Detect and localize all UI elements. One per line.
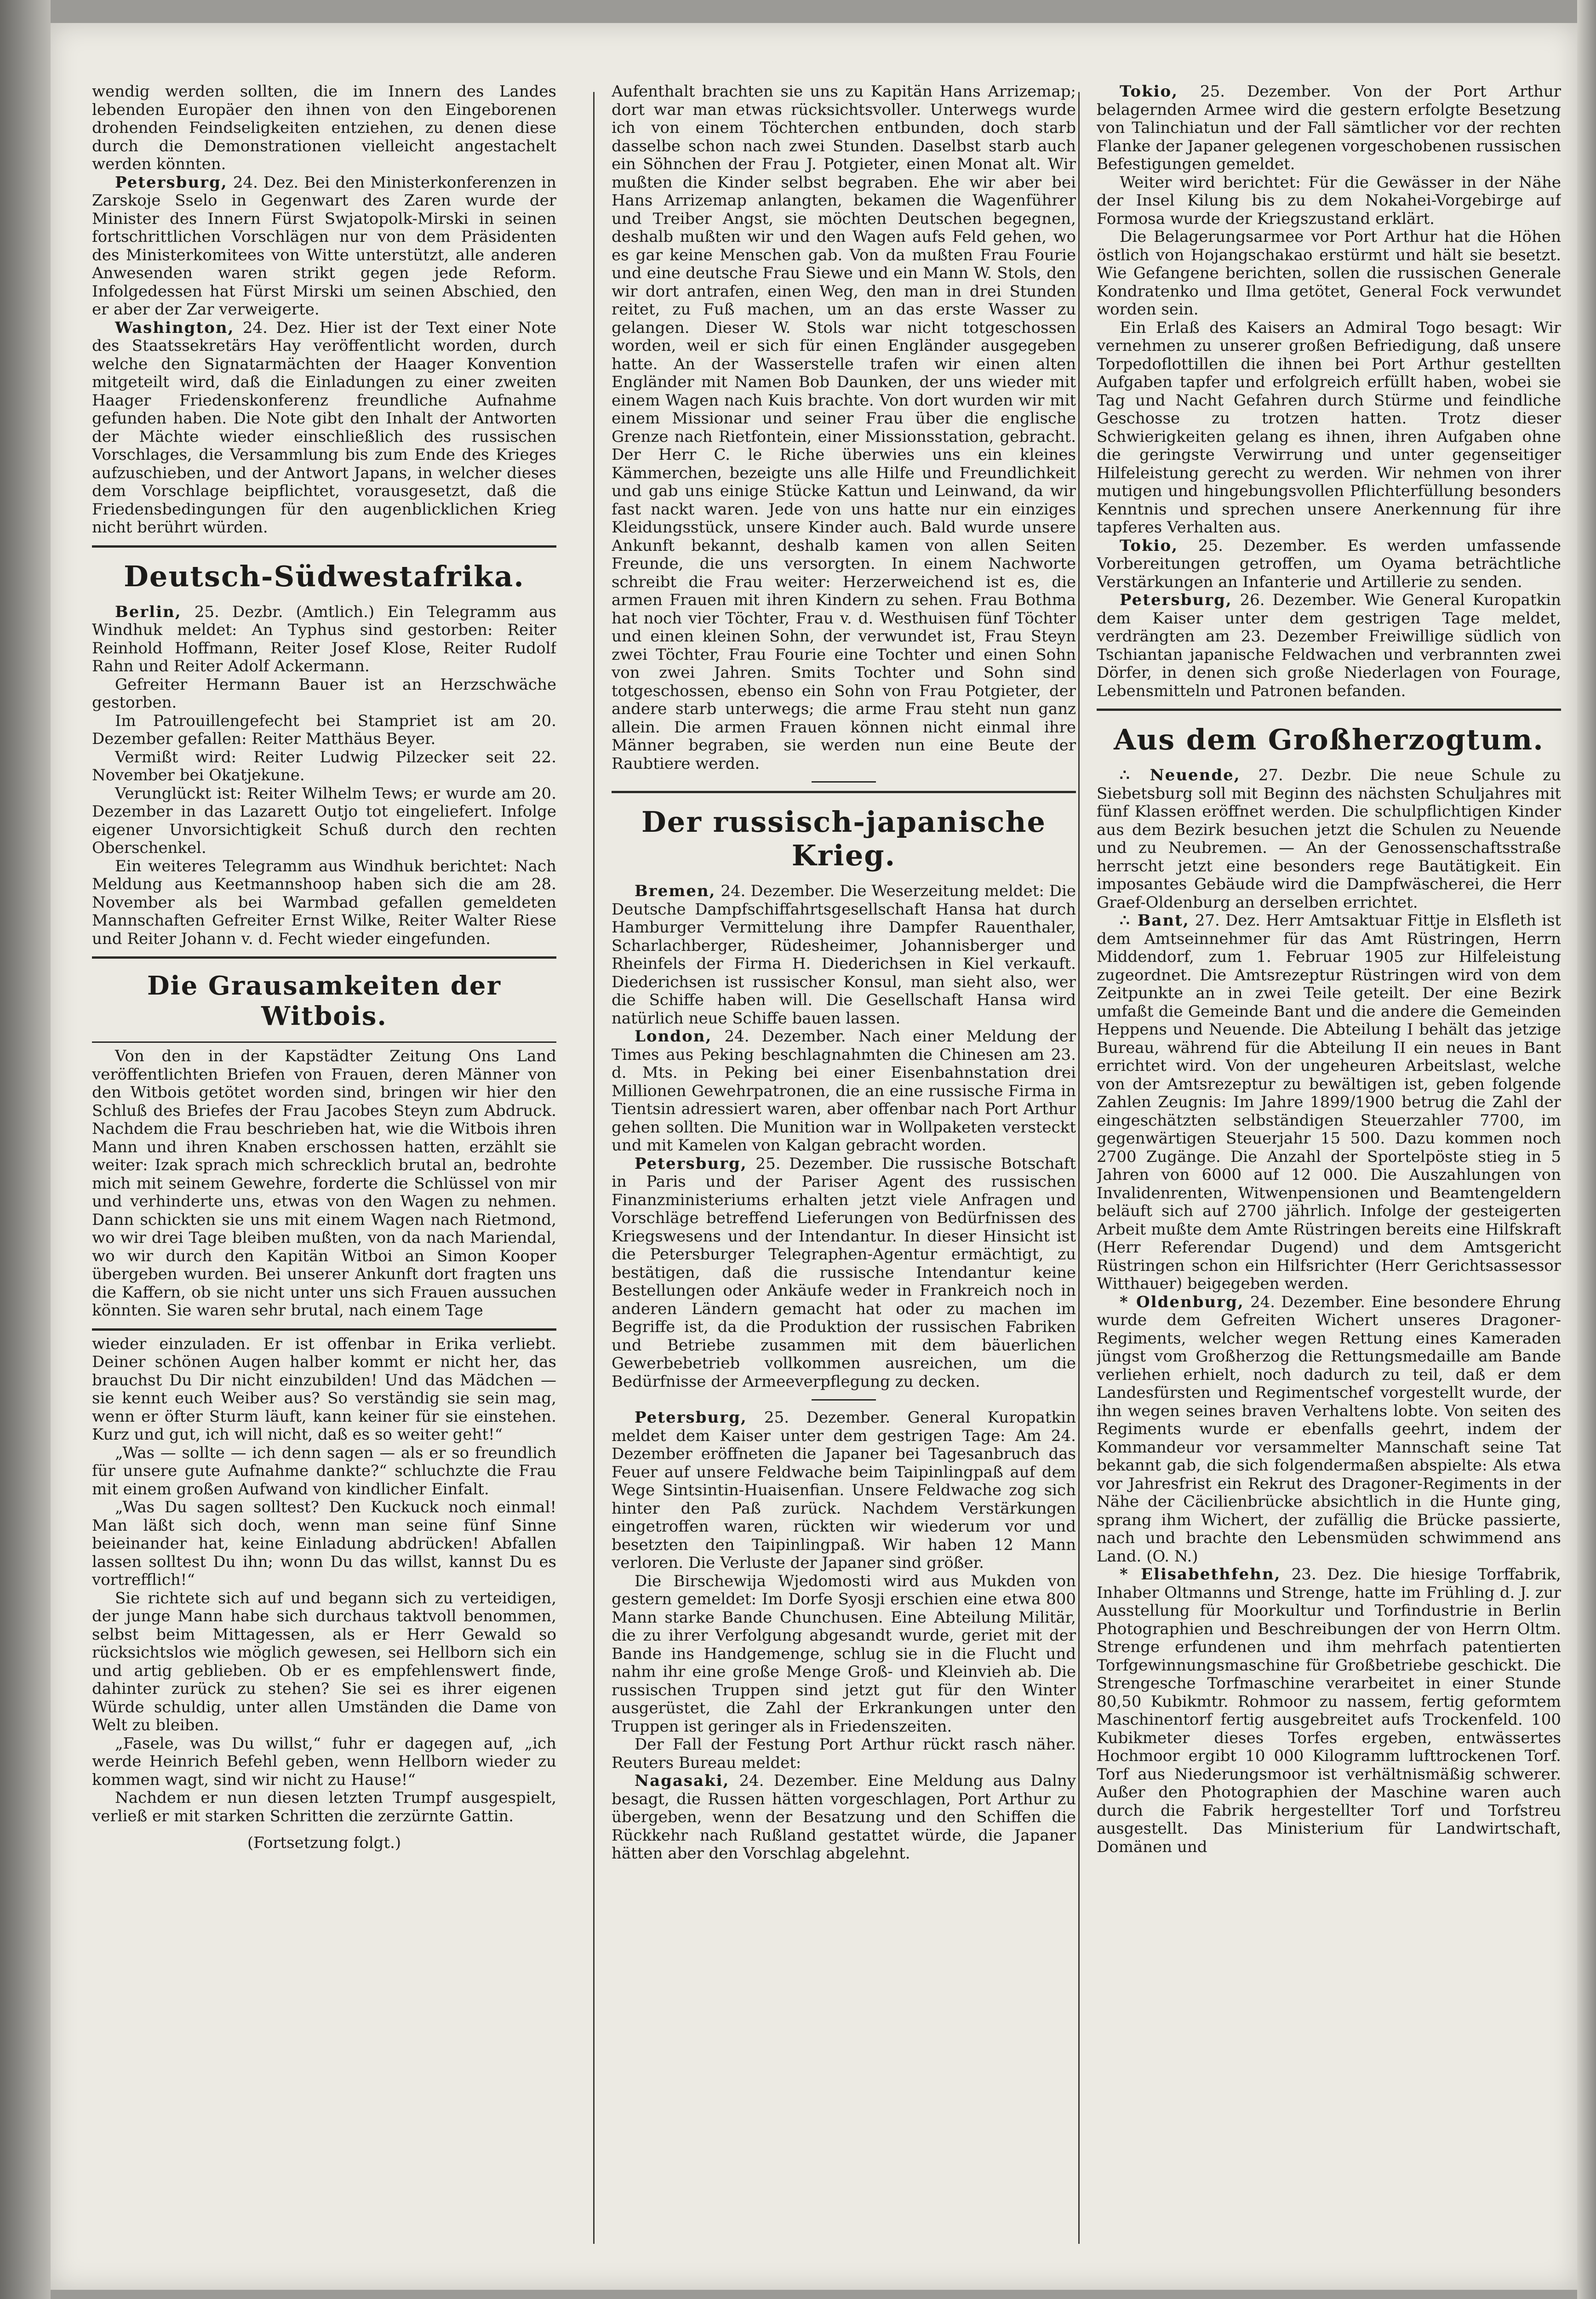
page-edge: [1577, 0, 1596, 2299]
dateline: Petersburg,: [635, 1408, 747, 1427]
section-rule: [612, 791, 1076, 793]
section-rule: [1097, 709, 1561, 711]
article-paragraph: Aufenthalt brachten sie uns zu Kapitän Hans Arrizemap; dort war man etwas rücksichtsvoller. Unterwegs wurde ich von einem Töchterchen entbunden, doch starb dasselbe schon nach zwei Stunden. Daselbst starb auch ein Söhnchen der Frau J. Potgieter, einen Monat alt. Wir mußten die Kinder selbst begraben. Ehe wir aber bei Hans Arrizemap anlangten, bekamen die Wagenführer und Treiber Angst, sie möchten Deutschen begegnen, deshalb mußten wir und den Wagen aufs Feld gehen, wo es gar keine Menschen gab. Von da mußten Frau Fourie und eine deutsche Frau Siewe und ein Mann W. Stols, den wir dort antrafen, einen Weg, den man in drei Stunden reitet, zu Fuß machen, um an das erste Wasser zu gelangen. Dieser W. Stols war nicht totgeschossen worden, weil er sich für einen Engländer ausgegeben hatte. An der Wasserstelle trafen wir einen alten Engländer mit Namen Bob Daunken, der uns wieder mit einem Wagen nach Kuis brachte. Von dort wurden wir mit einem Missionar und seiner Frau über die englische Grenze nach Rietfontein, einer Missionsstation, gebracht. Der Herr C. le Riche überwies uns ein kleines Kämmerchen, bezeigte uns alle Hilfe und Freundlichkeit und gab uns einige Stücke Kattun und Leinwand, da wir fast nackt waren. Jede von uns hatte nur ein einziges Kleidungsstück, unsere Kinder auch. Bald wurde unsere Ankunft bekannt, deshalb kamen von allen Seiten Freunde, die uns versorgten. In einem Nachworte schreibt die Frau weiter: Herzerweichend ist es, die armen Frauen mit ihren Kindern zu sehen. Frau Bothma hat noch vier Töchter, Frau v. d. Westhuisen fünf Töchter und einen kleinen Sohn, der verwundet ist, Frau Steyn zwei Töchter, Frau Fourie eine Tochter und einen Sohn von zwei Jahren. Smits Tochter und Sohn sind totgeschossen, ebenso ein Sohn von Frau Potgieter, der andere starb unterwegs; die arme Frau steht nun ganz allein. Die armen Frauen können nicht einmal ihre Männer begraben, sie werden nun eine Beute der Raubtiere werden.: [612, 83, 1076, 773]
article-paragraph: Von den in der Kapstädter Zeitung Ons Land veröffentlichten Briefen von Frauen, deren Männer von den Witbois getötet worden sind, bringen wir hier den Schluß des Briefes der Frau Jacobes Steyn zum Abdruck. Nachdem die Frau beschrieben hat, wie die Witbois ihren Mann und ihren Knaben erschossen hatten, erzählt sie weiter: Izak sprach mich schrecklich brutal an, bedrohte mich mit seinem Gewehre, forderte die Schlüssel von mir und verhinderte uns, etwas von den Wagen zu nehmen. Dann schickten sie uns mit einem Wagen nach Rietmond, wo wir drei Tage bleiben mußten, von da nach Mariendal, wo wir durch den Kapitän Witboi an Simon Kooper übergeben wurden. Bei unserer Ankunft dort fragten uns die Kaffern, ob sie nicht unter uns sich Frauen aussuchen könnten. Sie waren sehr brutal, nach einem Tage: [92, 1047, 556, 1320]
dateline: Berlin,: [115, 602, 182, 621]
article-paragraph: Nagasaki, 24. Dezember. Eine Meldung aus Dalny besagt, die Russen hätten vorgeschlagen, Port Arthur zu übergeben, wenn der Besatzung und den Schiffen die Rückkehr nach Rußland gestattet würde, die Japaner hätten aber den Vorschlag abgelehnt.: [612, 1772, 1076, 1863]
article-paragraph: Petersburg, 25. Dezember. Die russische Botschaft in Paris und der Pariser Agent des russischen Finanzministeriums erhalten jetzt viele Anfragen und Vorschläge betreffend Lieferungen von Bedürfnissen des Kriegswesens und der Intendantur. In dieser Hinsicht ist die Petersburger Telegraphen-Agentur ermächtigt, zu bestätigen, daß die russische Intendantur keine Bestellungen oder Ankäufe weder in Frankreich noch in anderen Ländern gemacht hat oder zu machen im Begriffe ist, da die Produktion der russischen Fabriken und Betriebe zusammen mit dem bäuerlichen Gewerbebetrieb vollkommen ausreichen, um die Bedürfnisse der Armeeverpflegung zu decken.: [612, 1154, 1076, 1391]
section-heading-grossherzogtum: Aus dem Großherzogtum.: [1114, 723, 1544, 756]
dateline: Petersburg,: [635, 1154, 747, 1173]
article-paragraph: wendig werden sollten, die im Innern des Landes lebenden Europäer den ihnen von den Eingeborenen drohenden Feindseligkeiten entziehen, zu denen diese durch die Demonstrationen vielleicht angestachelt werden könnten.: [92, 83, 556, 173]
feuilleton-paragraph: wieder einzuladen. Er ist offenbar in Erika verliebt. Deiner schönen Augen halber kommt er nicht her, das brauchst Du Dir nicht einzubilden! Und das Mädchen — sie kennt euch Weiber aus? So verständig sie sein mag, wenn er öfter Sturm läuft, kann keiner für sie einstehen. Kurz und gut, ich will nicht, daß es so weiter geht!“: [92, 1334, 556, 1444]
section-heading-krieg: Der russisch-japanische Krieg.: [641, 805, 1046, 872]
dateline: ∴ Neuende,: [1120, 766, 1241, 784]
article-paragraph: ∴ Bant, 27. Dez. Herr Amtsaktuar Fittje in Elsfleth ist dem Amtseinnehmer für das Amt Rüstringen, Herrn Middendorf, zum 1. Februar 1905 zur Hilfeleistung zugeordnet. Die Amtsrezeptur Rüstringen wird von dem Zeitpunkte an in zwei Teile geteilt. Der eine Bezirk umfaßt die Gemeinde Bant und die andere die Gemeinden Heppens und Neuende. Die Abteilung I behält das jetzige Bureau, während für die Abteilung II ein neues in Bant errichtet wird. Von der ungeheuren Arbeitslast, welche von der Amtsrezeptur zu bewältigen ist, geben folgende Zahlen Zeugnis: Im Jahre 1899/1900 betrug die Zahl der eingeschätzten selbständigen Steuerzahler 7700, im gegenwärtigen Steuerjahr 15 500. Dazu kommen noch 2700 Zugänge. Die Anzahl der Sportelpöste stieg in 5 Jahren von 6000 auf 12 000. Die Auszahlungen von Invalidenrenten, Witwenpensionen und Beamtengeldern beläuft sich auf 2700 jährlich. Infolge der gesteigerten Arbeit mußte dem Amte Rüstringen bereits eine Hilfskraft (Herr Referendar Dugend) und dem Amtsgericht Rüstringen schon ein Hilfsrichter (Herr Gerichtsassessor Witthauer) beigegeben werden.: [1097, 911, 1561, 1293]
article-paragraph: Bremen, 24. Dezember. Die Weserzeitung meldet: Die Deutsche Dampfschiffahrtsgesellschaft Hansa hat durch Hamburger Vermittelung ihre Dampfer Rauenthaler, Scharlachberger, Rüdesheimer, Johannisberger und Rheinfels der Firma H. Diederichsen in Kiel verkauft. Diederichsen ist russischer Konsul, man sieht also, wer die Schiffe haben will. Die Gesellschaft Hansa wird natürlich neue Schiffe bauen lassen.: [612, 882, 1076, 1028]
column-1: [92, 83, 556, 2253]
article-paragraph: Ein weiteres Telegramm aus Windhuk berichtet: Nach Meldung aus Keetmannshoop haben sich die am 28. November als bei Warmbad gefallen gemeldeten Mannschaften Gefreiter Ernst Wilke, Reiter Walter Riese und Reiter Johann v. d. Fecht wieder eingefunden.: [92, 857, 556, 948]
dateline: * Elisabethfehn,: [1120, 1565, 1281, 1584]
dateline: Nagasaki,: [635, 1772, 730, 1790]
section-rule: [92, 545, 556, 548]
feuilleton-paragraph: „Fasele, was Du willst,“ fuhr er dagegen auf, „ich werde Heinrich Befehl geben, wenn Hellborn wieder zu kommen wagt, sind wir nicht zu Hause!“: [92, 1734, 556, 1789]
dateline: Bremen,: [635, 882, 716, 900]
article-paragraph: Berlin, 25. Dezbr. (Amtlich.) Ein Telegramm aus Windhuk meldet: An Typhus sind gestorben: Reiter Reinhold Hoffmann, Reiter Josef Klose, Reiter Rudolf Rahn und Reiter Adolf Ackermann.: [92, 602, 556, 675]
article-end-rule: [812, 781, 876, 783]
dateline: Petersburg,: [115, 173, 228, 192]
section-heading-dswa: Deutsch-Südwestafrika.: [124, 559, 525, 593]
dateline: Washington,: [115, 318, 235, 337]
dateline: Tokio,: [1120, 536, 1178, 555]
column-divider-1: [593, 92, 595, 2244]
feuilleton-rule: [92, 1328, 556, 1331]
dateline: Tokio,: [1120, 83, 1178, 101]
article-paragraph: * Elisabethfehn, 23. Dez. Die hiesige Torffabrik, Inhaber Oltmanns und Strenge, hatte im Frühling d. J. zur Ausstellung für Moorkultur und Torfindustrie in Berlin Photographien und Beschreibungen der von Herrn Oltm. Strenge erfundenen und ihm mehrfach patentierten Torfgewinnungsmaschine für Großbetriebe geschickt. Die Strengesche Torfmaschine verarbeitet in einer Stunde 80,50 Kubikmtr. Rohmoor zu nassem, fertig geformtem Maschinentorf fertig ausgebreitet aufs Trockenfeld. 100 Kubikmeter dieses Torfes ergeben, entwässertes Hochmoor ergibt 10 000 Kilogramm lufttrockenen Torf. Torf aus Niederungsmoor ist verhältnismäßig schwerer. Außer den Photographien der Maschine waren auch durch die Fabrik hergestellter Torf und Torfstreu ausgestellt. Das Ministerium für Landwirtschaft, Domänen und: [1097, 1565, 1561, 1856]
article-rule: [812, 1399, 876, 1401]
article-paragraph: Petersburg, 25. Dezember. General Kuropatkin meldet dem Kaiser unter dem gestrigen Tage: Am 24. Dezember eröffneten die Japaner bei Tagesanbruch das Feuer auf unsere Feldwache beim Taipinlingpaß auf dem Wege Sintsintin-Huaisenfian. Unsere Feldwache zog sich hinter den Paß zurück. Nachdem Verstärkungen eingetroffen waren, rückten wir wiederum vor und besetzten den Taipinlingpaß. Wir haben 12 Mann verloren. Die Verluste der Japaner sind größer.: [612, 1408, 1076, 1572]
column-divider-2: [1078, 92, 1080, 2244]
dateline: Petersburg,: [1120, 591, 1232, 609]
article-paragraph: Verunglückt ist: Reiter Wilhelm Tews; er wurde am 20. Dezember in das Lazarett Outjo tot eingeliefert. Infolge eigener Unvorsichtigkeit Schuß durch den rechten Oberschenkel.: [92, 784, 556, 857]
dateline: * Oldenburg,: [1120, 1292, 1244, 1311]
article-paragraph: Die Belagerungsarmee vor Port Arthur hat die Höhen östlich von Hojangschakao erstürmt und hält sie besetzt. Wie Gefangene berichten, sollen die russischen Generale Kondratenko und Ilma getötet, General Fock verwundet worden sein.: [1097, 228, 1561, 319]
column-3: [1097, 83, 1561, 2253]
section-heading-witbois: Die Grausamkeiten der Witbois.: [147, 971, 502, 1031]
feuilleton-paragraph: Sie richtete sich auf und begann sich zu verteidigen, der junge Mann habe sich durchaus taktvoll benommen, selbst beim Mittagessen, als er Herr Gewald so rücksichtslos wie möglich gewesen, sei Hellborn sich ein und artig geblieben. Ob er es empfehlenswert finde, dahinter zurück zu stehen? Sie sei es ihrer eigenen Würde schuldig, unter allen Umständen die Dame von Welt zu bleiben.: [92, 1589, 556, 1734]
article-paragraph: Tokio, 25. Dezember. Es werden umfassende Vorbereitungen getroffen, um Oyama beträchtliche Verstärkungen an Infanterie und Artillerie zu senden.: [1097, 536, 1561, 591]
article-paragraph: Im Patrouillengefecht bei Stampriet ist am 20. Dezember gefallen: Reiter Matthäus Beyer.: [92, 711, 556, 748]
section-rule: [92, 956, 556, 959]
article-paragraph: * Oldenburg, 24. Dezember. Eine besondere Ehrung wurde dem Gefreiten Wichert unseres Dragoner-Regiments, welcher wegen Rettung eines Kameraden jüngst vom Großherzog die Rettungsmedaille am Bande verliehen erhielt, noch dadurch zu teil, daß er dem Landesfürsten und Regimentschef vorgestellt wurde, der ihn wegen seines braven Verhaltens lobte. Von seiten des Regiments wurde er ebenfalls geehrt, indem der Kommandeur vor versammelter Mannschaft seine Tat bekannt gab, die sich folgendermaßen abspielte: Als etwa vor Jahresfrist ein Rekrut des Dragoner-Regiments in der Nähe der Cäcilienbrücke absichtlich in die Hunte ging, sprang ihm Wichert, der zufällig die Brücke passierte, nach und brachte den Lebensmüden schwimmend ans Land. (O. N.): [1097, 1292, 1561, 1566]
book-binding: [0, 0, 51, 2299]
article-paragraph: Die Birschewija Wjedomosti wird aus Mukden von gestern gemeldet: Im Dorfe Syosji erschien eine etwa 800 Mann starke Bande Chunchusen. Eine Abteilung Militär, die zu ihrer Verfolgung abgesandt wurde, geriet mit der Bande ins Handgemenge, schlug sie in die Flucht und nahm ihr eine große Menge Groß- und Kleinvieh ab. Die russischen Truppen sind jetzt gut für den Winter ausgerüstet, die Zahl der Erkrankungen unter den Truppen ist geringer als in Friedenszeiten.: [612, 1572, 1076, 1736]
article-paragraph: Weiter wird berichtet: Für die Gewässer in der Nähe der Insel Kilung bis zu dem Nokahei-Vorgebirge auf Formosa wurde der Kriegszustand erklärt.: [1097, 173, 1561, 228]
article-paragraph: Petersburg, 26. Dezember. Wie General Kuropatkin dem Kaiser unter dem gestrigen Tage meldet, verdrängten am 23. Dezember Freiwillige südlich von Tschiantan japanische Feldwachen und verbrannten zwei Dörfer, in denen sich große Niederlagen von Fourage, Lebensmitteln und Patronen befanden.: [1097, 591, 1561, 700]
article-paragraph: London, 24. Dezember. Nach einer Meldung der Times aus Peking beschlagnahmten die Chinesen am 23. d. Mts. in Peking bei einer Eisenbahnstation drei Millionen Gewehrpatronen, die an eine russische Firma in Tientsin adressiert waren, aber offenbar nach Port Arthur gehen sollten. Die Munition war in Wollpaketen versteckt und mit Kamelen von Kalgan gebracht worden.: [612, 1027, 1076, 1155]
article-paragraph: Petersburg, 24. Dez. Bei den Ministerkonferenzen in Zarskoje Sselo in Gegenwart des Zaren wurde der Minister des Innern Fürst Swjatopolk-Mirski in seinen fortschrittlichen Vorschlägen nur von dem Präsidenten des Ministerkomitees von Witte unterstützt, alle anderen Anwesenden waren strikt gegen jede Reform. Infolgedessen hat Fürst Mirski um seinen Abschied, den er aber der Zar verweigerte.: [92, 173, 556, 319]
article-paragraph: Der Fall der Festung Port Arthur rückt rasch näher. Reuters Bureau meldet:: [612, 1735, 1076, 1772]
article-paragraph: Gefreiter Hermann Bauer ist an Herzschwäche gestorben.: [92, 675, 556, 712]
dateline: ∴ Bant,: [1120, 911, 1190, 930]
feuilleton-paragraph: „Was — sollte — ich denn sagen — als er so freundlich für unsere gute Aufnahme dankte?“ schluchzte die Frau mit einem großen Aufwand von kindlicher Einfalt.: [92, 1443, 556, 1498]
article-paragraph: Tokio, 25. Dezember. Von der Port Arthur belagernden Armee wird die gestern erfolgte Besetzung von Talinchiatun und der Fall sämtlicher vor der rechten Flanke der Japaner gelegenen vorgeschobenen russischen Befestigungen gemeldet.: [1097, 83, 1561, 173]
dateline: London,: [635, 1027, 712, 1046]
article-paragraph: ∴ Neuende, 27. Dezbr. Die neue Schule zu Siebetsburg soll mit Beginn des nächsten Schuljahres mit fünf Klassen eröffnet werden. Die schulpflichtigen Kinder aus dem Bezirk besuchen jetzt die Schulen zu Neuende und zu Neubremen. — An der Genossenschaftsstraße herrscht jetzt eine besonders rege Bautätigkeit. Ein imposantes Gebäude wird die Dampfwäscherei, die Herr Graef-Oldenburg an derselben errichtet.: [1097, 766, 1561, 912]
article-paragraph: Ein Erlaß des Kaisers an Admiral Togo besagt: Wir vernehmen zu unserer großen Befriedigung, daß unsere Torpedoflottillen die ihnen bei Port Arthur gestellten Aufgaben tapfer und erfolgreich erfüllt haben, wobei sie Tag und Nacht Gefahren durch Stürme und feindliche Geschosse zu trotzen hatten. Trotz dieser Schwierigkeiten gelang es ihnen, ihren Aufgaben ohne die geringste Verwirrung und unter gegenseitiger Hilfeleistung gerecht zu werden. Wir nehmen von ihrer mutigen und hingebungsvollen Pflichterfüllung besonders Kenntnis und sprechen unsere Anerkennung für ihre tapferes Verhalten aus.: [1097, 318, 1561, 537]
continuation-note: (Fortsetzung folgt.): [247, 1834, 401, 1852]
article-paragraph: Vermißt wird: Reiter Ludwig Pilzecker seit 22. November bei Okatjekune.: [92, 748, 556, 784]
feuilleton-paragraph: Nachdem er nun diesen letzten Trumpf ausgespielt, verließ er mit starken Schritten die zerzürnte Gattin.: [92, 1789, 556, 1825]
article-paragraph: Washington, 24. Dez. Hier ist der Text einer Note des Staatssekretärs Hay veröffentlicht worden, durch welche den Signatarmächten der Haager Konvention mitgeteilt wird, daß die Einladungen zu einer zweiten Haager Friedenskonferenz freundliche Aufnahme gefunden haben. Die Note gibt den Inhalt der Antworten der Mächte wieder einschließlich des russischen Vorschlages, die Versammlung bis zum Ende des Krieges aufzuschieben, und der Antwort Japans, in welcher dieses dem Vorschlage beipflichtet, vorausgesetzt, daß die Friedensbedingungen für den augenblicklichen Krieg nicht berührt würden.: [92, 318, 556, 537]
heading-rule: [92, 1041, 556, 1043]
column-2: [612, 83, 1076, 2253]
feuilleton-paragraph: „Was Du sagen solltest? Den Kuckuck noch einmal! Man läßt sich doch, wenn man seine fünf Sinne beieinander hat, keine Einladung abdrücken! Abfallen lassen solltest Du ihn; wonn Du das willst, kannst Du es vortrefflich!“: [92, 1498, 556, 1589]
